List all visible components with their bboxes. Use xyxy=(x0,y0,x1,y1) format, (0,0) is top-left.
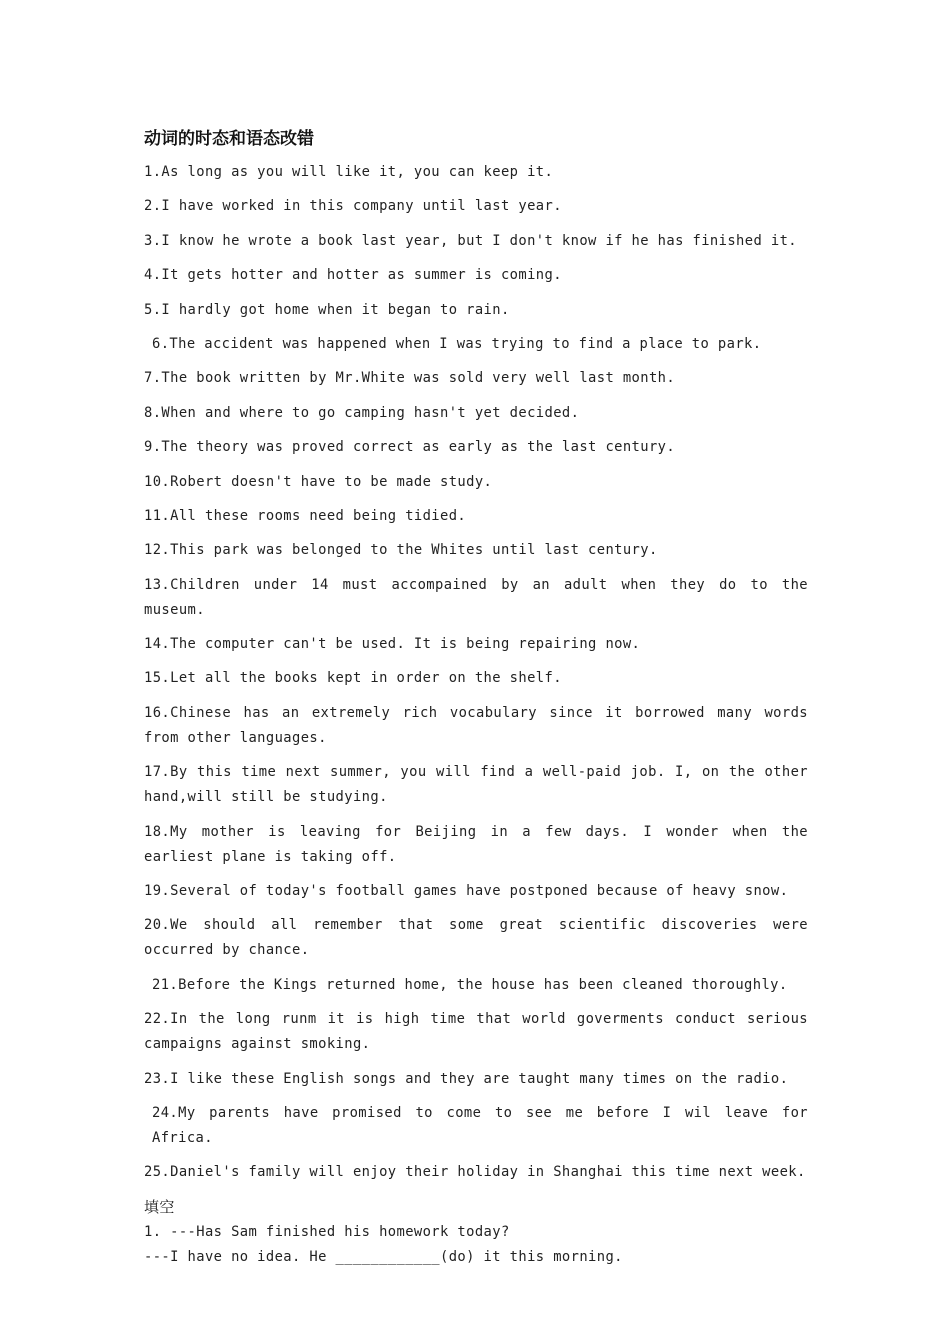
fill-question-1-line-1: 1. ---Has Sam finished his homework today? xyxy=(144,1223,510,1240)
exercise-item-3: 3.I know he wrote a book last year, but I don't know if he has finished it. xyxy=(144,232,797,249)
exercise-item-6: 6.The accident was happened when I was trying to find a place to park. xyxy=(152,335,762,352)
exercise-item-10: 10.Robert doesn't have to be made study. xyxy=(144,473,493,490)
exercise-item-16: 16.Chinese has an extremely rich vocabulary since it borrowed many words from other languages. xyxy=(144,704,808,746)
exercise-item-22: 22.In the long runm it is high time that world goverments conduct serious campaigns against smoking. xyxy=(144,1011,808,1053)
fill-question-1-line-2: ---I have no idea. He ____________(do) it this morning. xyxy=(144,1248,623,1265)
exercise-item-8: 8.When and where to go camping hasn't yet decided. xyxy=(144,404,580,421)
exercise-item-9: 9.The theory was proved correct as early as the last century. xyxy=(144,439,676,456)
exercise-item-13: 13.Children under 14 must accompained by an adult when they do to the museum. xyxy=(144,576,808,618)
exercise-item-15: 15.Let all the books kept in order on the shelf. xyxy=(144,670,562,687)
exercise-item-25: 25.Daniel's family will enjoy their holiday in Shanghai this time next week. xyxy=(144,1164,806,1181)
exercise-item-23: 23.I like these English songs and they are taught many times on the radio. xyxy=(144,1070,789,1087)
exercise-item-19: 19.Several of today's football games have postponed because of heavy snow. xyxy=(144,883,789,900)
fill-section-heading: 填空 xyxy=(144,1197,175,1216)
exercise-item-7: 7.The book written by Mr.White was sold very well last month. xyxy=(144,370,676,387)
exercise-item-20: 20.We should all remember that some great scientific discoveries were occurred by chance. xyxy=(144,917,808,959)
exercise-item-4: 4.It gets hotter and hotter as summer is coming. xyxy=(144,267,562,284)
exercise-item-11: 11.All these rooms need being tidied. xyxy=(144,507,467,524)
exercise-item-14: 14.The computer can't be used. It is being repairing now. xyxy=(144,636,641,653)
exercise-item-5: 5.I hardly got home when it began to rain. xyxy=(144,301,510,318)
document-title: 动词的时态和语态改错 xyxy=(144,129,314,149)
exercise-item-21: 21.Before the Kings returned home, the house has been cleaned thoroughly. xyxy=(152,976,788,993)
exercise-item-18: 18.My mother is leaving for Beijing in a few days. I wonder when the earliest plane is taking off. xyxy=(144,823,808,865)
exercise-item-17: 17.By this time next summer, you will find a well-paid job. I, on the other hand,will still be studying. xyxy=(144,764,808,806)
exercise-item-2: 2.I have worked in this company until last year. xyxy=(144,198,562,215)
exercise-list xyxy=(144,160,808,1270)
exercise-item-12: 12.This park was belonged to the Whites until last century. xyxy=(144,542,658,559)
exercise-item-1: 1.As long as you will like it, you can keep it. xyxy=(144,164,554,180)
exercise-item-24: 24.My parents have promised to come to see me before I wil leave for Africa. xyxy=(152,1104,808,1146)
